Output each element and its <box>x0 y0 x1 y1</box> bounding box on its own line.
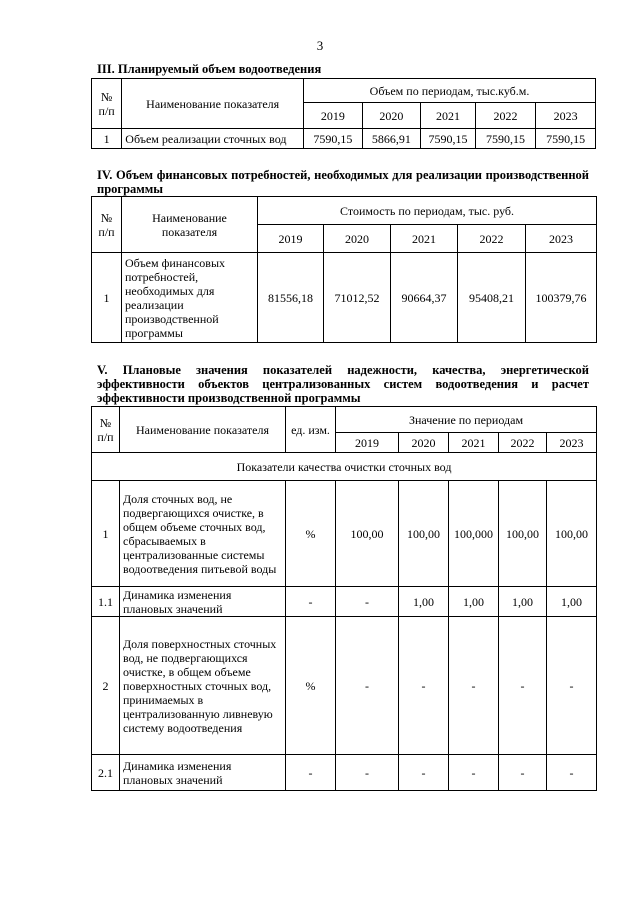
row-name: Динамика изменения плановых значений <box>120 755 286 791</box>
col-header-year: 2020 <box>399 433 449 453</box>
row-value: 100,00 <box>547 481 597 587</box>
row-value: 90664,37 <box>391 253 458 343</box>
row-value: - <box>449 755 499 791</box>
row-value: 95408,21 <box>458 253 526 343</box>
row-value: 1,00 <box>449 587 499 617</box>
row-num: 1 <box>92 129 122 149</box>
row-name: Доля поверхностных сточных вод, не подвергающихся очистке, в общем объеме поверхностных сточных вод, принимаемых в централизованную ливневую систему водоотведения <box>120 617 286 755</box>
col-header-year: 2022 <box>458 225 526 253</box>
row-name: Объем финансовых потребностей, необходимых для реализации производственной программы <box>122 253 258 343</box>
row-num: 2.1 <box>92 755 120 791</box>
row-unit: - <box>286 587 336 617</box>
row-value: - <box>547 617 597 755</box>
col-header-num: № п/п <box>92 197 122 253</box>
row-value: - <box>399 755 449 791</box>
section-4-heading: IV. Объем финансовых потребностей, необходимых для реализации производственной программы <box>97 168 589 196</box>
col-header-num: № п/п <box>92 407 120 453</box>
col-header-year: 2021 <box>421 103 476 129</box>
col-header-name: Наименование показателя <box>120 407 286 453</box>
table-row <box>92 587 597 617</box>
row-value: - <box>499 755 547 791</box>
row-value: - <box>449 617 499 755</box>
row-value: - <box>499 617 547 755</box>
row-value: - <box>399 617 449 755</box>
col-header-year: 2023 <box>536 103 596 129</box>
table-row <box>92 617 597 755</box>
page-number: 3 <box>316 38 324 53</box>
col-header-year: 2019 <box>304 103 363 129</box>
table-subheader: Показатели качества очистки сточных вод <box>92 453 597 481</box>
table-water-volume <box>91 78 596 149</box>
row-value: - <box>336 617 399 755</box>
row-num: 2 <box>92 617 120 755</box>
row-value: 71012,52 <box>324 253 391 343</box>
col-header-year: 2023 <box>526 225 597 253</box>
row-value: 1,00 <box>547 587 597 617</box>
row-name: Динамика изменения плановых значений <box>120 587 286 617</box>
table-financial-needs <box>91 196 597 343</box>
table-row <box>92 481 597 587</box>
row-value: - <box>336 587 399 617</box>
row-value: 100,00 <box>336 481 399 587</box>
section-3-heading: III. Планируемый объем водоотведения <box>97 62 322 76</box>
row-unit: % <box>286 617 336 755</box>
row-value: 1,00 <box>399 587 449 617</box>
table-row <box>92 253 597 343</box>
col-header-year: 2020 <box>362 103 421 129</box>
row-value: 100379,76 <box>526 253 597 343</box>
col-header-name: Наименование показателя <box>122 79 304 129</box>
row-value: - <box>547 755 597 791</box>
row-value: 100,000 <box>449 481 499 587</box>
col-header-name: Наименование показателя <box>122 197 258 253</box>
row-value: 7590,15 <box>536 129 596 149</box>
row-value: 5866,91 <box>362 129 421 149</box>
col-header-num: № п/п <box>92 79 122 129</box>
row-name: Доля сточных вод, не подвергающихся очистке, в общем объеме сточных вод, сбрасываемых в централизованные системы водоотведения питьевой воды <box>120 481 286 587</box>
row-value: 100,00 <box>499 481 547 587</box>
row-value: 7590,15 <box>304 129 363 149</box>
section-5-heading: V. Плановые значения показателей надежности, качества, энергетической эффективности объектов централизованных систем водоотведения и расчет эффективности производственной программы <box>97 363 589 405</box>
table-row <box>92 129 596 149</box>
row-value: 7590,15 <box>475 129 536 149</box>
col-header-year: 2019 <box>258 225 324 253</box>
row-value: 81556,18 <box>258 253 324 343</box>
col-header-unit: ед. изм. <box>286 407 336 453</box>
table-reliability-indicators <box>91 406 597 791</box>
table-row <box>92 755 597 791</box>
row-num: 1 <box>92 481 120 587</box>
row-num: 1 <box>92 253 122 343</box>
col-header-year: 2022 <box>499 433 547 453</box>
col-header-period-group: Объем по периодам, тыс.куб.м. <box>304 79 596 103</box>
row-value: 1,00 <box>499 587 547 617</box>
col-header-year: 2021 <box>449 433 499 453</box>
col-header-period-group: Значение по периодам <box>336 407 597 433</box>
col-header-year: 2020 <box>324 225 391 253</box>
row-unit: % <box>286 481 336 587</box>
row-name: Объем реализации сточных вод <box>122 129 304 149</box>
row-value: 100,00 <box>399 481 449 587</box>
col-header-year: 2022 <box>475 103 536 129</box>
row-value: 7590,15 <box>421 129 476 149</box>
row-num: 1.1 <box>92 587 120 617</box>
row-value: - <box>336 755 399 791</box>
col-header-year: 2023 <box>547 433 597 453</box>
col-header-year: 2019 <box>336 433 399 453</box>
col-header-year: 2021 <box>391 225 458 253</box>
row-unit: - <box>286 755 336 791</box>
col-header-period-group: Стоимость по периодам, тыс. руб. <box>258 197 597 225</box>
